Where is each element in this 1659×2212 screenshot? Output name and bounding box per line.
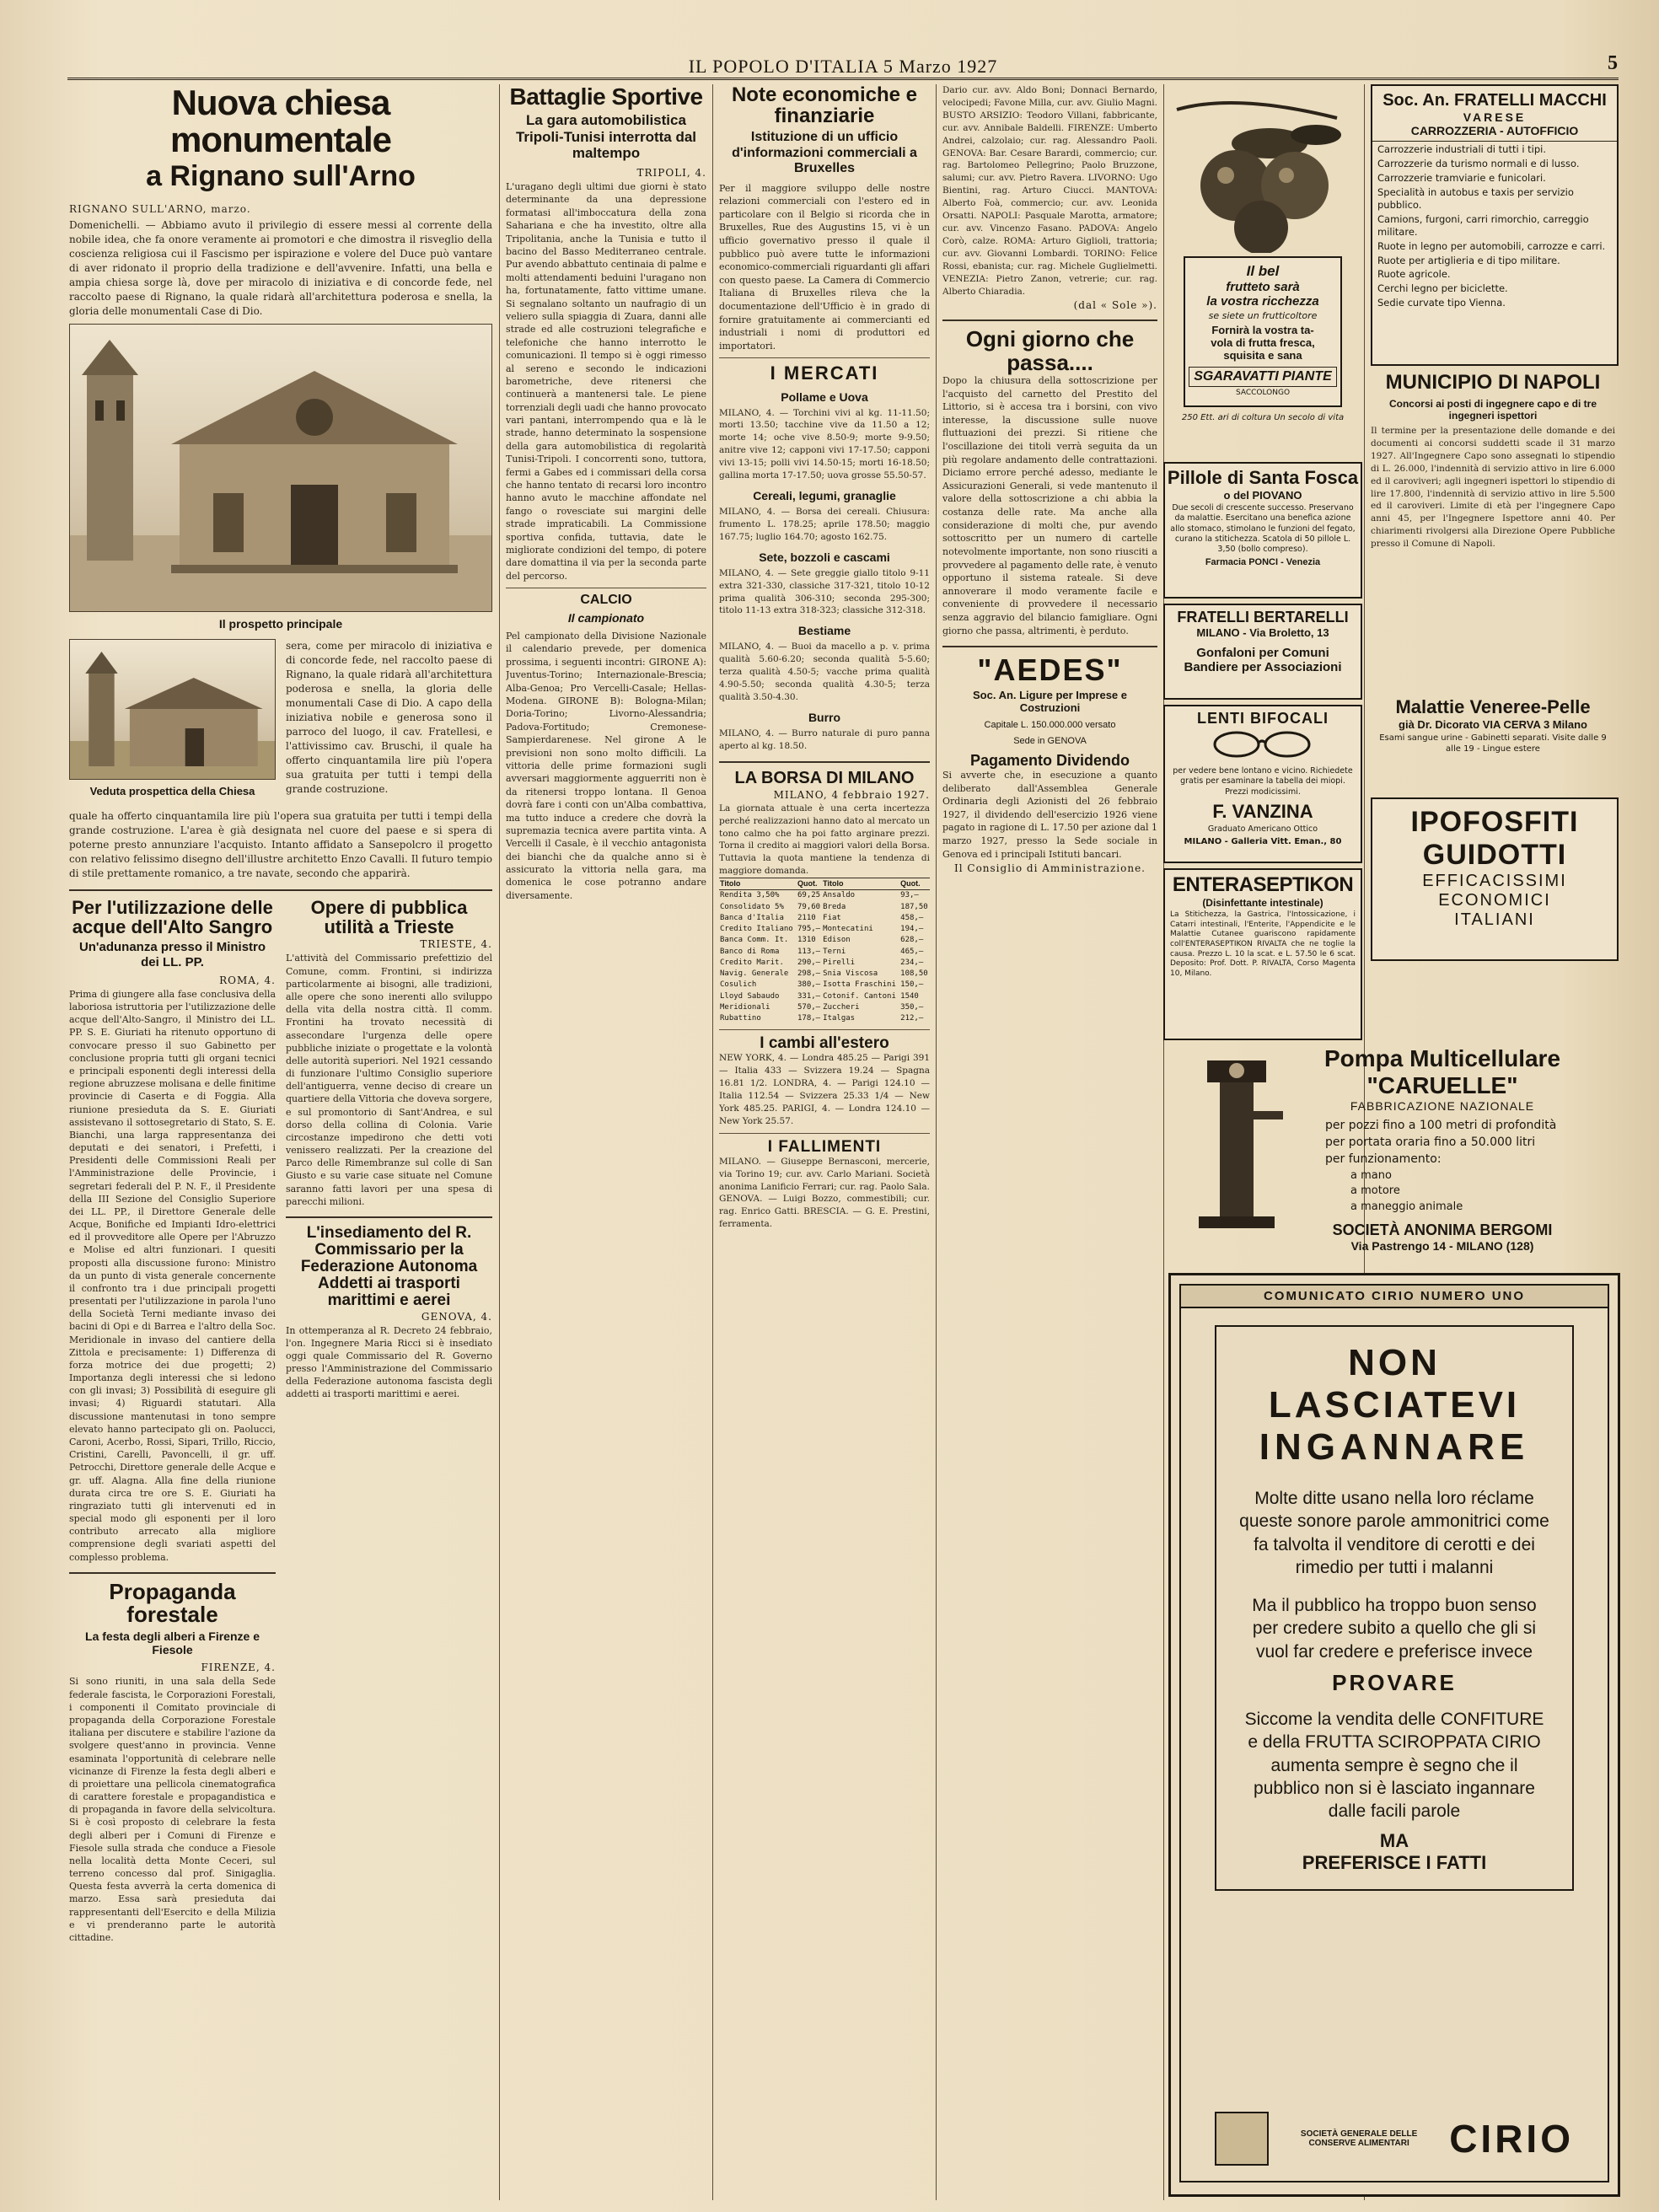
table-cell: Montecatini [823,925,873,934]
macchi-list-item: Camions, furgoni, carri rimorchio, carreggio militare. [1377,212,1589,238]
table-cell: Credito Italiano [720,925,793,934]
bertarelli-ad: FRATELLI BERTARELLI MILANO - Via Broletto, 13 Gonfaloni per Comuni Bandiere per Associazioni [1163,604,1362,700]
table-cell: Banco di Roma [720,947,780,956]
church-facade-photo [69,324,492,612]
table-cell: 298,— [797,969,821,979]
sangro-headline: Per l'utilizzazione delle acque dell'Alto Sangro [72,897,273,938]
church-body-continued: quale ha offerto cinquantamila lire più l'opera sua gratuita per tutti i tempi della grande costruzione. L'area è già designata nel cuore del paese e si spera di poterne presto annunziare l'acquisto. Intanto affidato a Sansepolcro il progetto con relativo felissimo disegno dell'illustre architetto Enzo Cavalli. Il futuro tempio di stile prettamente romanico, a tre navate, secondo che apparirà. [69,810,492,880]
market-body: MILANO, 4. — Torchini vivi al kg. 11-11.50; morti 13.50; tacchine vive da 11.50 a 12; morte 14; oche vive 8.50-9; morte 9-9.50; anitre vive 12; capponi vivi 17-17.50; capponi vivi 13-15; polli vivi 14.50-15; morti 16-18.50; gallina morta 17-17.50; uova grosse 55.50-57. [719,407,930,481]
sangro-dateline: ROMA, 4. [219,974,276,986]
tripoli-body: L'uragano degli ultimi due giorni è stato determinante da una depressione formatasi all'imboccatura della zona Sahariana e che ha investito, oltre alla Tripolitania, anche la Tunisia e tutto il bacino del Basso Mediterraneo centrale. Pur avendo abbattuto centinaia di palme e molti attendamenti beduini l'uragano non ha, fortunatamente, fatto vittime umane. Si segnalano soltanto un naufragio di un veliero sulla spiaggia di Zuara, danni alle strade ed alle costruzioni telegrafiche e telefoniche che hanno interrotto le comunicazioni. Il tempo si è oggi rimesso al sereno e secondo le indicazioni barometriche, deve ritenersi che continuerà a mantenersi tale. Le piene torrenziali degli uadi che hanno provocato vari pantani, interrompendo qua e là le strade, hanno determinato la sospensione della gara automobilistica di regolarità Tunisi-Tripoli. I concorrenti sono, tuttora, fermi a Gabes ed i commissari della corsa che hanno tentato di recarsi loro incontro hanno avuto le macchine affondate nel fango o rovesciate sui margini delle strade impraticabili. La Commissione sportiva confida, tuttavia, date le migliorate condizioni del tempo, di potere dare domattina il via per la seconda parte del percorso. [506,181,706,582]
table-cell: 108,50 [900,969,928,979]
table-row [719,890,930,902]
table-cell: Snia Viscosa [823,969,878,979]
table-cell: 350,— [900,1002,924,1012]
macchi-list-item: Ruote agricole. [1377,268,1451,281]
table-cell: 458,— [900,913,924,922]
tripoli-dateline: TRIPOLI, 4. [636,167,706,180]
forestry-subheadline: La festa degli alberi a Firenze e Fiesole [85,1629,260,1657]
commissario-body: In ottemperanza al R. Decreto 24 febbraio, l'on. Ingegnere Maria Ricci si è insediato oggi quale Commissario del R. Governo presso l'Amministrazione del Commissario della Federazione autonoma fascista degli addetti ai trasporti marittimi e aerei. [286,1324,492,1400]
table-cell: 380,— [797,980,821,990]
market-body: MILANO, 4. — Burro naturale di puro panna aperto al kg. 18.50. [719,727,930,751]
bruxelles-body: Per il maggiore sviluppo delle nostre relazioni commerciali con l'estero ed in particolare con il Belgio si ricorda che in Bruxelles, Rue des Augustins 15, vi è un ufficio governativo presso il quale il pubblico può avere tutte le informazioni economico-commerciali riguardanti gli affari con questo paese. La Camera di Commercio Italiana di Bruxelles rileva che la documentazione dell'Ufficio è in grado di fornire gratuitamente ai commercianti ed industriali i nomi di produttori ed importatori. [719,182,930,352]
table-cell: 187,50 [900,902,928,911]
tripoli-race-headline: La gara automobilistica Tripoli-Tunisi interrotta dal maltempo [515,112,697,162]
market-heading: Burro [808,710,841,724]
table-cell: Breda [823,902,846,911]
column-4 [942,84,1157,2200]
column-rule [499,84,500,2200]
pillole-ad: Pillole di Santa Fosca o del PIOVANO Due secoli di crescente successo. Preservano da malattie. Esercitano una benefica azione allo stomaco, stimolano le funzioni del fegato, curano la stitichezza. Scatola di 50 pillole L. 3,50 (bollo compreso). Farmacia PONCI - Venezia [1163,462,1362,599]
fallimenti-source: (dal « Sole »). [1073,299,1157,312]
table-cell: 178,— [797,1014,821,1023]
table-cell: Navig. Generale [720,969,789,979]
table-row [719,935,930,946]
table-cell: Banca d'Italia [720,913,784,922]
fruit-illustration [1168,84,1357,253]
macchi-list-item: Specialità in autobus e taxis per servizio pubblico. [1377,185,1574,211]
calcio-headline: CALCIO [580,593,632,608]
table-cell: 69,25 [797,891,821,900]
column-rule [936,84,937,2200]
ipofosfiti-ad: IPOFOSFITI GUIDOTTI EFFICACISSIMI ECONOMICI ITALIANI [1371,797,1619,961]
caruelle-ad: Pompa Multicellulare "CARUELLE" FABBRICAZIONE NAZIONALE per pozzi fino a 100 metri di profondità per portata oraria fino a 50.000 litri per funzionamento: a mano a motore a maneggio animale SOCIETÀ ANONIMA BERGOMI Via Pastrengo 14 - MILANO (128) [1168,1045,1615,1256]
church-intro-left: RIGNANO SULL'ARNO, marzo. Domenichelli. — Abbiamo avuto il privilegio di essere messi al corrente della nobile idea, che fa onore veramente ai promotori e che dimostra il risveglio della coscienza religiosa cui il Fascismo per ispirazione e volere del Duce può vantare di aver ridonato il proprio della tradizione e dell'avvenire. Infatti, una bella e ampia chiesa sorge là, dove per miracolo di iniziativa e di concorde fede, nel raccolto paese di Rignano, la quale ridarà all'architettura poderosa e snella, la gloria delle monumentali Case di Dio. [69,202,492,318]
column-rule [712,84,713,2200]
table-cell: Lloyd Sabaudo [720,991,780,1001]
sports-section-title: Battaglie Sportive [509,84,703,110]
municipio-ad: MUNICIPIO DI NAPOLI Concorsi ai posti di ingegnere capo e di tre ingegneri ispettori Il termine per la presentazione delle domande e dei documenti ai concorsi suddetti scade il 31 marzo 1927. All'Ingegnere Capo sono assegnati lo stipendio di L. 26.000, l'indennità di servizio attivo in lire 6.000 ed il caroviveri; agli ingegneri ispettori lo stipendio di lire 17.800, l'indennità di servizio attivo in lire 5.500 ed il caroviveri. Limite di età per l'ingegnere Capo anni 45, per l'Ingegnere Ispettore anni 40. Per chiarimenti rivolgersi alla Direzione Opere Pubbliche presso il Comune di Napoli. [1371,371,1615,550]
borsa-dateline: MILANO, 4 febbraio 1927. [773,788,930,801]
table-row [719,1002,930,1013]
column-rule [1163,84,1164,2200]
table-cell: Banca Comm. It. [720,936,789,945]
aedes-subtitle: Soc. An. Ligure per Imprese e Costruzioni [972,688,1127,714]
mercati-title: I MERCATI [770,362,879,384]
table-cell: 628,— [900,936,924,945]
macchi-list-item: Carrozzerie da turismo normali e di lusso. [1377,157,1580,169]
sgaravatti-ad: Il bel frutteto sarà la vostra ricchezza se siete un frutticoltore Fornirà la vostra ta- vola di frutta fresca, squisita e sana SGARAVATTI PIANTE SACCOLONGO 250 Ett. ari di coltura Un secolo di vita [1168,84,1357,438]
economics-section-title: Note economiche e finanziarie [731,84,918,128]
table-cell: 795,— [797,925,821,934]
table-cell: 79,60 [797,902,821,911]
table-cell: 465,— [900,947,924,956]
table-cell: Cotonif. Cantoni [823,991,896,1001]
table-cell: 290,— [797,958,821,967]
church-photo-caption: Il prospetto principale [218,617,343,631]
forestry-dateline: FIRENZE, 4. [201,1662,276,1674]
table-cell: Isotta Fraschini [823,980,896,990]
calcio-body: Pel campionato della Divisione Nazionale il calendario prevede, per domenica prossima, i seguenti incontri: GIRONE A): Juventus-Torino; Internazionale-Brescia; Alba-Genoa; Pro Vercelli-Casale; Hellas-Modena. GIRONE B): Bologna-Milan; Doria-Torino; Livorno-Alessandria; Padova-Fortitudo; Cremonese-Sampierdarenese. Nel girone A le previsioni non sono molto difficili. La vittoria delle prime formazioni sugli avversari maggiormente agguerriti non è da ritenersi troppo lontana. Il Genoa dovrà fare i conti con un'Alba combattiva, ma tutto induce a credere che dovrà la supremazia tecnica avere partita vinta. A Vercelli il Casale, è il vecchio antagonista dei bianchi che da qualche anno si è assicurato la vittoria nella gara, ma domenica le cose potranno andare diversamente. [506,631,706,901]
table-row [719,924,930,935]
market-body: MILANO, 4. — Borsa dei cereali. Chiusura: frumento L. 178.25; aprile 178.50; maggio 167.75; luglio 164.70; agosto 162.75. [719,507,930,542]
table-cell: 1310 [797,936,816,945]
table-cell: 212,— [900,1014,924,1023]
table-cell: 150,— [900,980,924,990]
column-1 [69,84,492,2200]
macchi-list-item: Carrozzerie tramviarie e funicolari. [1377,171,1546,184]
cambi-body: NEW YORK, 4. — Londra 485.25 — Parigi 391 — Italia 433 — Svizzera 19.24 — Spagna 16.81 1/2. LONDRA, 4. — Parigi 124.10 — Italia 112.54 — Svizzera 25.33 1/4 — New York 485.25. PARIGI, 4. — Londra 124.10 — New York 25.57. [719,1053,930,1126]
market-heading: Bestiame [797,624,851,638]
table-header: Quot. [899,878,930,890]
table-cell: 113,— [797,947,821,956]
trieste-body: L'attività del Commissario prefettizio del Comune, comm. Frontini, si indirizza particolarmente ai bisogni, alle tradizioni, alle opere che sono inerenti allo sviluppo della vita della nostra città. Il comm. Frontini ha trovato necessità di assecondare l'urgenza delle opere pubbliche iniziate o progettate e la volontà delle autorità superiori. Nel 1921 cessando di funzionare l'ultimo Consiglio superiore dell'antiguerra, venne deciso di creare un quartiere della Vittoria che doveva sorgere, e sul promontorio di Sant'Andrea, e sul dorso della collina di Colonia. Varie circostanze impedirono che detti voti venissero realizzati. Per la creazione del Parco delle Rimembranze sul colle di San Giusto e su varie case situate nel Comune saranno fatti lavori per una spesa di parecchi milioni. [286,953,492,1207]
macchi-ad: Soc. An. FRATELLI MACCHI VARESE CARROZZERIA - AUTOFFICIO Carrozzerie industriali di tutti i tipi. Carrozzerie da turismo normali e di lusso. Carrozzerie tramviarie e funicolari. Specialità in autobus e taxis per servizio pubblico. Camions, furgoni, carri rimorchio, carreggio militare. Ruote in legno per automobili, carrozze e carri. Ruote per artiglieria e di tipo militare. Ruote agricole. Cerchi legno per biciclette. Sedie curvate tipo Vienna. [1371,84,1619,366]
fallimenti-title: I FALLIMENTI [767,1137,882,1156]
table-row [719,991,930,1002]
church-body-right: sera, come per miracolo di iniziativa e di concorde fede, nel raccolto paese di Rignano, la quale ridarà all'architettura poderosa e snella, la gloria delle monumentali Case di Dio. A capo della iniziativa nobile e generosa sono il parroco del luogo, il cav. Fratellesi, e l'attivissimo cav. Bruschi, il quale ha offerto cinquantamila lire più l'opera sua gratuita per tutti i tempi della grande costruzione. [286,640,492,796]
perspective-caption: Veduta prospettica della Chiesa [89,785,255,798]
cirio-ad: COMUNICATO CIRIO NUMERO UNO NON LASCIATEVI INGANNARE Molte ditte usano nella loro réclame queste sonore parole ammonitrici come fa talvolta il venditore di cerotti e dei rimedio per tutti i malanni Ma il pubblico ha troppo buon senso per credere subito a quello che gli si vuol far credere e preferisce invece PROVARE Siccome la vendita delle CONFITURE e della FRUTTA SCIROPPATA CIRIO aumenta sempre è segno che il pubblico non si è lasciato ingannare dalle facili parole MA PREFERISCE I FATTI SOCIETÀ GENERALE DELLE CONSERVE ALIMENTARI CIRIO [1168,1273,1620,2197]
forestry-headline: Propaganda forestale [109,1578,236,1627]
table-cell: Credito Marit. [720,958,784,967]
market-heading: Pollame e Uova [781,389,868,404]
commissario-headline: L'insediamento del R. Commissario per la Federazione Autonoma Addetti ai trasporti marittimi e aerei [300,1223,478,1309]
table-cell: Ansaldo [823,891,856,900]
table-row [719,980,930,991]
table-cell: 331,— [797,991,821,1001]
forestry-body: Si sono riuniti, in una sala della Sede federale fascista, le Corporazioni Forestali, i componenti il Comitato provinciale di propaganda della Corporazione Forestale italiana per discutere e stabilire l'azione da svolgere quest'anno in provincia. Venne esaminata l'opportunità di celebrare nelle vicinanze di Firenze la festa degli alberi e di proiettare una pellicola cinematografica di carattere forestale e propagandistica e di propaganda in favore della selvicoltura. Si è così proposto di celebrare la festa degli alberi per i Comuni di Firenze e Fiesole sulla strada che conduce a Fiesole nella località detta Monte Ceceri, sul terreno concesso dal prof. Sinigaglia. Questa festa avverrà la certa domenica di marzo. Essa sarà presieduta dai rappresentanti dell'Esercito e della Milizia e vi prenderanno parte le autorità cittadine. [69,1676,276,1943]
table-cell: Fiat [823,913,841,922]
fallimenti-body: MILANO. — Giuseppe Bernasconi, mercerie, via Torino 19; cur. avv. Carlo Mariani. Società anonima Lanificio Ferrari; cur. rag. Paolo Sala. GENOVA. — Luigi Bozzo, commestibili; cur. rag. Enrico Gatti. BRESCIA. — G. E. Prestini, ferramenta. [719,1156,930,1230]
table-row [719,969,930,980]
table-row [719,913,930,924]
enteraseptikon-ad: ENTERASEPTIKON (Disinfettante intestinale) La Stitichezza, la Gastrica, l'Intossicazione, i Catarri intestinali, l'Enterite, l'Appendicite e le Malattie Cutanee guariscono rapidamente coll'ENTERASEPTIKON RIVALTA che ne toglie la causa. Prezzo L. 10 la scat. e L. 57.50 le 6 scat. Deposito: Prof. Dott. P. RIVALTA, Corso Magenta 10, Milano. [1163,868,1362,1040]
table-cell: 194,— [900,925,924,934]
table-header: Quot. [797,878,822,890]
market-body: MILANO, 4. — Sete greggie giallo titolo 9-11 extra 321-330, classiche 317-321, titolo 10-12 prima qualità 306-310; seconda 295-300; titolo 11-13 extra 318-323; classiche 312-318. [719,567,930,616]
calcio-subheadline: Il campionato [567,610,645,625]
table-cell: Terni [823,947,846,956]
aedes-title: "AEDES" [977,652,1123,688]
aedes-body: Si avverte che, in esecuzione a quanto deliberato dall'Assemblea Generale Ordinaria degli Azionisti del 26 febbraio 1927, il dividendo dell'esercizio 1926 viene pagato in ragione di L. 17.50 per azione dal 1 marzo 1927, presso la Sede sociale in Genova ed i principali Istituti bancari. [942,770,1157,860]
borsa-title: LA BORSA DI MILANO [734,768,915,787]
column-2 [506,84,706,2200]
commissario-dateline: GENOVA, 4. [421,1310,492,1323]
table-cell: Rubattino [720,1014,761,1023]
market-body: MILANO, 4. — Buoi da macello a p. v. prima qualità 5.60-6.20; seconda qualità 5-5.60; terza qualità 4.50-5; vacche prima qualità 4.90-5.50; seconda qualità 4.30-5; terza qualità 3.50-4.30. [719,642,930,702]
table-cell: Edison [823,936,851,945]
pump-illustration [1182,1052,1291,1254]
cambi-title: I cambi all'estero [760,1034,889,1053]
trieste-headline: Opere di pubblica utilità a Trieste [310,897,468,938]
church-subheadline: a Rignano sull'Arno [146,160,416,193]
cirio-can-icon [1215,2112,1269,2166]
bruxelles-headline: Istituzione di un ufficio d'informazioni commerciali a Bruxelles [732,130,917,176]
table-cell: Consolidato 5% [720,902,784,911]
table-row [719,1013,930,1024]
sangro-subheadline: Un'adunanza presso il Ministro dei LL. PP. [78,940,266,969]
table-cell: Pirelli [823,958,856,967]
macchi-list-item: Ruote per artiglieria e di tipo militare. [1377,254,1560,266]
column-3 [719,84,930,2200]
table-cell: Zuccheri [823,1002,860,1012]
table-cell: 570,— [797,1002,821,1012]
page-number: 5 [1608,52,1619,74]
macchi-list-item: Ruote in legno per automobili, carrozze e carri. [1377,239,1606,252]
ogni-giorno-body: Dopo la chiusura della sottoscrizione per l'acquisto del carnetto del Prestito del Littorio, si è accesa tra i borsini, con vivo interesse, la discussione sulle nuove fluttuazioni dei prezzi. Si ritiene che l'oscillazione dei titoli verrà seguita da un più regolare andamento delle contrattazioni. Diciamo errore perché adesso, mediante le Assicurazioni Generali, si vede mantenuto il valore della sottoscrizione a chi abbia la costanza delle rate. Ma anche alla considerazione di molti che, pur avendo sottoscritto per un numero di cartelle notevolmente importante, non sono riusciti a provvedere al pagamento delle rate, è venuto opportuno il sistema rateale. Si deve annoverare il modo veramente facile e conveniente di provvedere il necessario senza aggravio del bilancio famigliare. Ogni giorno che passa, altrimenti, è perduto. [942,375,1157,636]
market-heading: Cereali, legumi, granaglie [753,489,896,502]
church-headline: Nuova chiesa monumentale [169,84,392,160]
church-perspective-photo [69,639,276,780]
aedes-dividend-title: Pagamento Dividendo [969,752,1130,770]
macchi-list [1372,143,1617,309]
table-cell: Meridionali [720,1002,770,1012]
market-heading: Sete, bozzoli e cascami [759,550,890,564]
macchi-list-item: Cerchi legno per biciclette. [1377,282,1508,295]
table-cell: Rendita 3,50% [720,891,780,900]
lenti-ad: LENTI BIFOCALI per vedere bene lontano e vicino. Richiedete gratis per esaminare la tabella dei miopi. Prezzi modicissimi. F. VANZINA Graduato Americano Ottico MILANO - Galleria Vitt. Eman., 80 [1163,705,1362,863]
table-cell: 93,— [900,891,919,900]
malattie-ad: Malattie Veneree-Pelle già Dr. Dicorato VIA CERVA 3 Milano Esami sangue urine - Gabinetti separati. Visite dalle 9 alle 19 - Lingue estere [1379,696,1607,754]
sgaravatti-brand: SGARAVATTI PIANTE [1189,367,1337,387]
aedes-capital: Capitale L. 150.000.000 versato [984,719,1116,730]
table-cell: 1540 [900,991,919,1001]
ogni-giorno-headline: Ogni giorno che passa.... [965,326,1135,375]
trieste-dateline: TRIESTE, 4. [420,938,492,951]
aedes-sede: Sede in GENOVA [1013,735,1087,746]
spectacles-icon [1165,727,1359,761]
table-row [719,947,930,958]
table-cell: 2110 [797,913,816,922]
macchi-list-item: Sedie curvate tipo Vienna. [1377,297,1506,309]
masthead [67,52,1619,80]
aedes-signature: Il Consiglio di Amministrazione. [954,862,1146,875]
stock-quotes-table [719,878,930,1024]
table-header: Titolo [719,878,797,890]
table-cell: Italgas [823,1014,856,1023]
table-row [719,902,930,913]
masthead-title: IL POPOLO D'ITALIA 5 Marzo 1927 [688,56,998,77]
table-cell: Cosulich [720,980,757,990]
borsa-body: La giornata attuale è una certa incertezza perché realizzazioni hanno dato al mercato un tono calmo che ha poi fatto arginare prezzi. Torna il credito ai maggiori valori della Borsa. Tuttavia la quota mantiene la tendenza di maggiore domanda. [719,803,930,877]
sangro-body: Prima di giungere alla fase conclusiva della laboriosa istruttoria per l'utilizzazione delle acque dell'Alto-Sangro, il Ministro dei LL. PP. S. E. Giuriati ha ritenuto opportuno di convocare presso il suo Gabinetto per conclusione propria tutti gli organi tecnici e principali esponenti degli interessi della regione abruzzese molisana e delle finitime provincie di Caserta e di Foggia. Alla riunione presieduta da S. E. Giuriati assistevano il sottosegretario di Stato, S. E. Bianchi, una larga rappresentanza dei deputati e dei senatori, i Prefetti, i Presidenti delle Commissioni Reali per l'Amministrazione delle Provincie, i segretari federali del P. N. F., il Presidente della III Sezione del Consiglio Superiore dei LL. PP., il Direttore Generale delle Acque, Bonifiche ed Impianti Idro-elettrici ed il provveditore alle Opere per l'Abruzzo e Molise ed altri funzionari. I quesiti proposti alla discussione furono: Ministro da un punto di vista generale concernente il confronto tra i due principali progetti presentati per l'utilizzazione in parola l'uno della Società Terni mediante invaso dei bacini di Opi e di Barrea e l'altro della Soc. Meridionale in invaso del cantiere della Zittola e precisamente: 1) Differenza di forza motrice dei due progetti; 2) Importanza degli interessi che si ledono con gli invasi; 3) Possibilità di eseguire gli invasi; 4) Riguardi statutari. Alla discussione mantenutasi in tono sempre elevato hanno partecipato gli on. Paolucci, Caroni, Acerbo, Rossi, Sipari, Trillo, Riccio, Cristini, Carelli, Pavoncelli, il gr. uff. Petrocchi, Direttore generale delle Acque e gr. uff. Alagna. Alla fine della riunione durata circa tre ore S. E. Giuriati ha ringraziato tutti gli intervenuti ed in special modo gli esponenti per il loro contributo arrecato alla migliore comprensione degli svariati aspetti del complesso problema. [69,988,276,1563]
macchi-list-item: Carrozzerie industriali di tutti i tipi. [1377,143,1547,155]
table-row [719,958,930,969]
table-cell: 234,— [900,958,924,967]
fallimenti-continued: Dario cur. avv. Aldo Boni; Donnaci Bernardo, velocipedi; Favone Milla, cur. avv. Giulio Magni. BUSTO ARSIZIO: Teodoro Villani, fabbricante, cur. avv. Annibale Baldelli. FIRENZE: Umberto Andrei, calzolaio; cur. rag. Alessandro Paoli. GENOVA: Bar. Cesare Barardi, commercio; cur. rag. Bartolomeo Pellegrino; Paolo Bruzzone, salumi; cur. avv. Pietro Ravera. LIVORNO: Ugo Bientini, rag. Arturo Ciucci. MANTOVA: Alberto Foà, commercio; cur. avv. Leonida Orsatti. NAPOLI: Pasquale Marotta, armatore; cur. avv. Vincenzo Fasano. PADOVA: Angelo Corò, calze. ROMA: Arturo Giglioli, trattoria; cur. avv. Giovanni Lombardi. TORINO: Felice Rossi, ebanista; cur. rag. Michele Guglielmetti. VENEZIA: Pietro Zanon, vetrerie; cur. rag. Alberto Chiaradia. [942,85,1157,297]
table-header: Titolo [822,878,899,890]
